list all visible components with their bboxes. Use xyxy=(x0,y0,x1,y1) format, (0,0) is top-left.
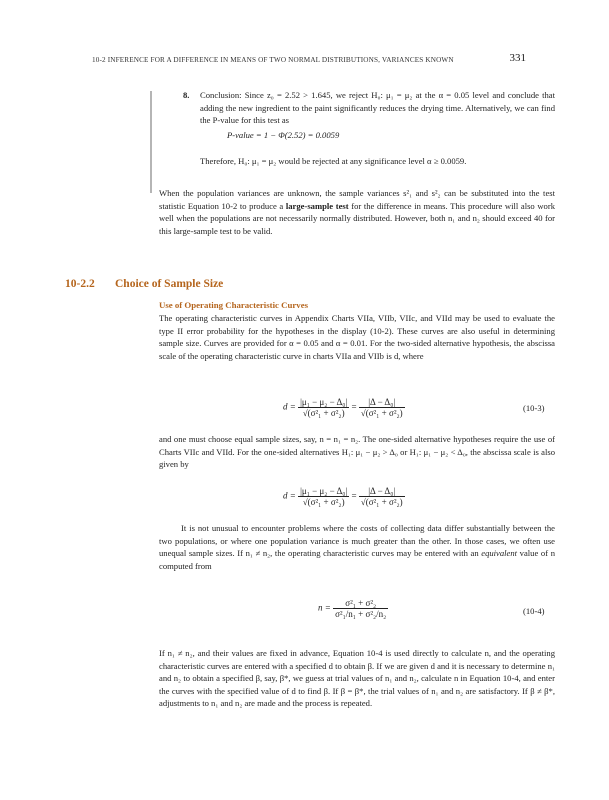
equation-d-one-sided xyxy=(283,486,405,507)
equation-10-3 xyxy=(283,397,405,418)
final-paragraph: If n₁ ≠ n₂, and their values are fixed in advance, Equation 10-4 is used directly to calculate n, and the operating characteristic curves are entered with a specified d to obtain β. If we are given d and it is necessary to determine n₁ and n₂ to obtain a specified β, say, β*, we guess at trial values of n₁ and n₂, calculate n in Equation 10-4, and enter the curves with the specified value of d to find β. If β = β*, the trial values of n₁ and n₂ are satisfactory. If β ≠ β*, adjustments to n₁ and n₂ are made and the process is repeated. xyxy=(159,648,555,709)
eq-10-3-fraction-2 xyxy=(359,397,405,418)
equation-10-4 xyxy=(318,598,388,619)
eq-d-den-2: √(σ²₁ + σ²₂) xyxy=(360,497,403,507)
unequal-text-a: It is not unusual to encounter problems where the costs of collecting data differ substantially between the two populations, or where one population variance is much greater than the other. In those cases, we often use unequal sample sizes. If n₁ ≠ n₂, the operating characteristic curves may be entered with an xyxy=(159,523,555,559)
eq-d-fraction-1 xyxy=(298,486,349,507)
eq-10-4-den: σ²₁/n₁ + σ²₂/n₂ xyxy=(335,609,387,619)
subsection-heading: Use of Operating Characteristic Curves xyxy=(159,300,309,310)
example-margin-bar xyxy=(150,91,152,193)
large-sample-text-b: for the difference in means. This procedure will also work well when the populations are not necessarily normally distributed. However, both n₁ and n₂ should exceed 40 for this large-sample test to be valid. xyxy=(159,200,555,236)
eq-d-lhs: d = xyxy=(283,490,296,501)
section-title: Choice of Sample Size xyxy=(115,278,224,290)
eq-d-fraction-2 xyxy=(359,486,405,507)
eq-d-num-1: |μ₁ − μ₂ − Δ₀| xyxy=(300,486,348,496)
eq-10-3-den-1: √(σ²₁ + σ²₂) xyxy=(298,407,349,418)
eq-10-3-equals: = xyxy=(351,401,357,412)
large-sample-term: large-sample test xyxy=(285,200,349,211)
equation-label-10-4: (10-4) xyxy=(523,606,545,616)
large-sample-paragraph xyxy=(159,187,555,237)
eq-10-4-num: σ²₁ + σ²₂ xyxy=(345,598,377,608)
eq-d-den-1: √(σ²₁ + σ²₂) xyxy=(298,496,349,507)
eq-10-4-fraction xyxy=(333,598,388,619)
eq-10-3-fraction-1 xyxy=(298,397,349,418)
large-sample-text-a: When the population variances are unknown, the sample variances s²₁ and s²₂ can be substituted into the test statistic Equation 10-2 to produce a xyxy=(159,188,555,211)
eq-d-equals: = xyxy=(351,490,357,501)
oc-curves-paragraph: The operating characteristic curves in Appendix Charts VIIa, VIIb, VIIc, and VIId may be used to evaluate the type II error probability for the hypotheses in the display (10-2). These curves are also useful in determining sample size. Curves are provided for α = 0.05 and α = 0.01. For the two-sided alternative hypothesis, the abscissa scale of the operating characteristic curve in charts VIIa and VIIb is d, where xyxy=(159,313,555,361)
example-therefore: Therefore, H₀: μ₁ = μ₂ would be rejected at any significance level α ≥ 0.0059. xyxy=(200,156,467,166)
running-header: 10-2 INFERENCE FOR A DIFFERENCE IN MEANS OF TWO NORMAL DISTRIBUTIONS, VARIANCES KNOWN xyxy=(92,56,454,64)
page-number: 331 xyxy=(509,52,526,64)
one-sided-paragraph: and one must choose equal sample sizes, say, n = n₁ = n₂. The one-sided alternative hypotheses require the use of Charts VIIc and VIId. For the one-sided alternatives H₁: μ₁ − μ₂ > Δ₀ or H₁: μ₁ − μ₂ < Δ₀, the abscissa scale is also given by xyxy=(159,434,555,470)
pvalue-equation: P-value = 1 − Φ(2.52) = 0.0059 xyxy=(227,130,340,140)
unequal-emphasis: equivalent xyxy=(481,548,518,559)
eq-10-3-num-1: |μ₁ − μ₂ − Δ₀| xyxy=(300,397,348,407)
eq-10-3-num-2: |Δ − Δ₀| xyxy=(368,397,396,407)
eq-10-3-den-2: √(σ²₁ + σ²₂) xyxy=(360,408,403,418)
example-step-number: 8. xyxy=(183,90,190,100)
unequal-sizes-paragraph xyxy=(159,522,555,572)
section-heading xyxy=(65,278,223,290)
unequal-text-b: value of n computed from xyxy=(159,548,555,571)
eq-10-3-lhs: d = xyxy=(283,401,296,412)
section-number: 10-2.2 xyxy=(65,278,95,290)
eq-10-4-lhs: n = xyxy=(318,602,331,613)
eq-d-num-2: |Δ − Δ₀| xyxy=(368,486,396,496)
example-conclusion: Conclusion: Since z₀ = 2.52 > 1.645, we reject H₀: μ₁ = μ₂ at the α = 0.05 level and conclude that adding the new ingredient to the paint significantly reduces the drying time. Alternatively, we can find the P-value for this test as xyxy=(200,90,555,126)
equation-label-10-3: (10-3) xyxy=(523,403,545,413)
